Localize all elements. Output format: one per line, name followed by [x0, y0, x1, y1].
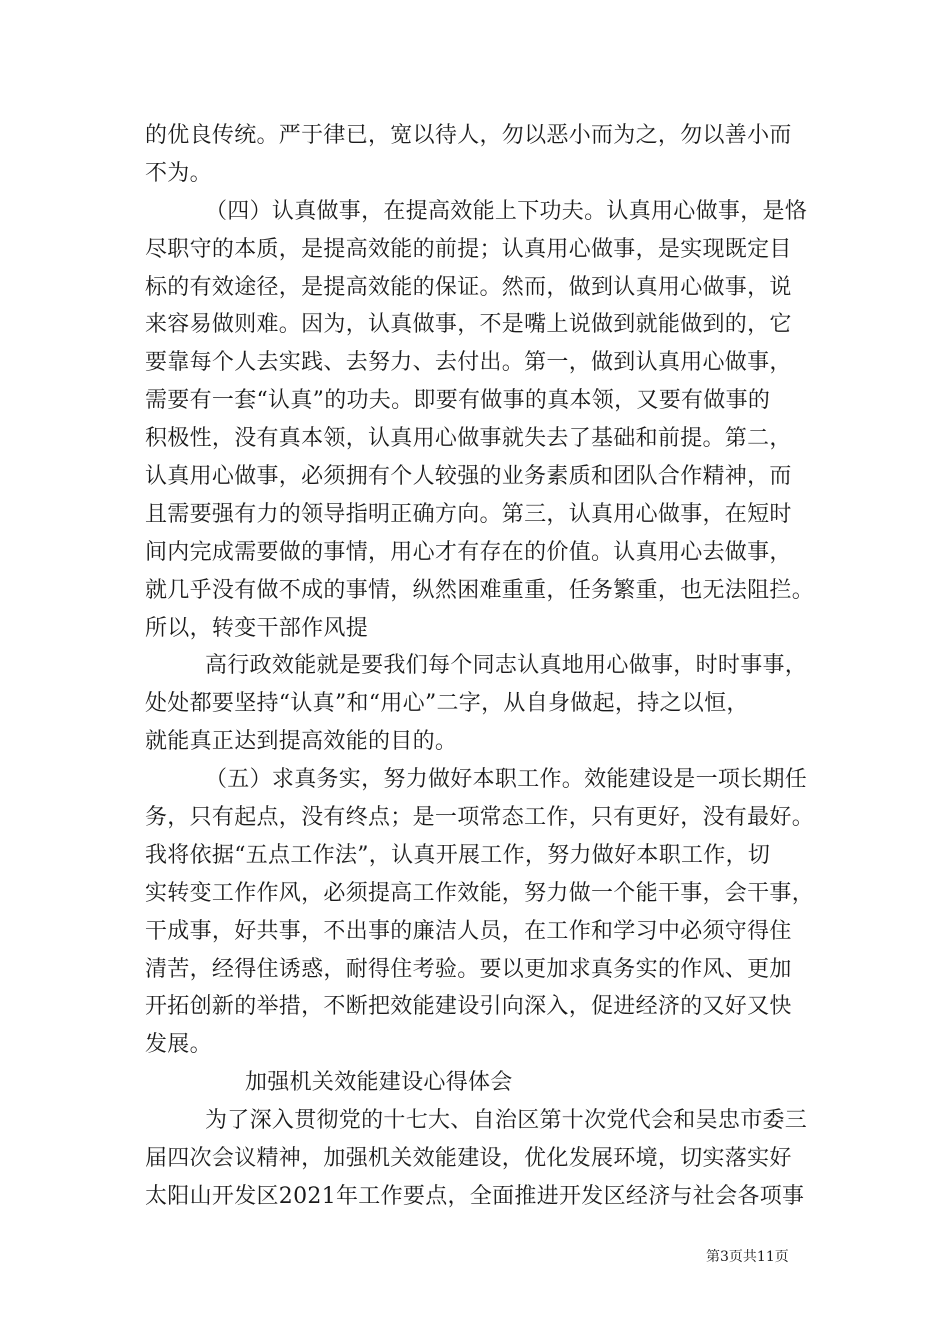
text-line: 清苦，经得住诱惑，耐得住考验。要以更加求真务实的作风、更加 [145, 956, 792, 982]
text-line: 为了深入贯彻党的十七大、自治区第十次党代会和吴忠市委三 [205, 1108, 808, 1134]
text-line: 实转变工作作风，必须提高工作效能，努力做一个能干事，会干事， [145, 880, 815, 906]
text-line: 不为。 [145, 160, 212, 186]
text-line: 我将依据“五点工作法”，认真开展工作，努力做好本职工作，切 [145, 842, 771, 868]
text-line: 要靠每个人去实践、去努力、去付出。第一，做到认真用心做事， [145, 350, 792, 376]
text-line: 认真用心做事，必须拥有个人较强的业务素质和团队合作精神，而 [145, 464, 792, 490]
text-line: 积极性，没有真本领，认真用心做事就失去了基础和前提。第二， [145, 426, 792, 452]
paragraph-heading-5: （五）求真务实，努力做好本职工作。效能建设是一项长期任 [205, 767, 808, 793]
text-line: 尽职守的本质，是提高效能的前提；认真用心做事，是实现既定目 [145, 236, 792, 262]
text-line: 开拓创新的举措，不断把效能建设引向深入，促进经济的又好又快 [145, 994, 792, 1020]
text-line: 高行政效能就是要我们每个同志认真地用心做事，时时事事， [205, 653, 808, 679]
document-body [145, 117, 835, 1216]
text-line: 且需要强有力的领导指明正确方向。第三，认真用心做事，在短时 [145, 501, 792, 527]
text-line: 间内完成需要做的事情，用心才有存在的价值。认真用心去做事， [145, 539, 792, 565]
text-line: 需要有一套“认真”的功夫。即要有做事的真本领，又要有做事的 [145, 388, 771, 414]
text-line: 就能真正达到提高效能的目的。 [145, 729, 458, 755]
page-number-footer: 第3页共11页 [706, 1249, 789, 1265]
text-line: 来容易做则难。因为，认真做事，不是嘴上说做到就能做到的，它 [145, 312, 792, 338]
text-line: 太阳山开发区2021年工作要点，全面推进开发区经济与社会各项事 [145, 1183, 805, 1209]
text-line: 的优良传统。严于律已，宽以待人，勿以恶小而为之，勿以善小而 [145, 123, 792, 148]
text-line: 发展。 [145, 1032, 212, 1058]
text-line: 标的有效途径，是提高效能的保证。然而，做到认真用心做事，说 [145, 274, 792, 300]
text-line: 就几乎没有做不成的事情，纵然困难重重，任务繁重，也无法阻拦。 [145, 577, 815, 603]
paragraph-heading-4: （四）认真做事，在提高效能上下功夫。认真用心做事，是恪 [205, 198, 808, 224]
text-line: 所以，转变干部作风提 [145, 615, 369, 641]
text-line: 务，只有起点，没有终点；是一项常态工作，只有更好，没有最好。 [145, 805, 815, 831]
text-line: 干成事，好共事，不出事的廉洁人员，在工作和学习中必须守得住 [145, 918, 792, 944]
section-title: 加强机关效能建设心得体会 [245, 1070, 513, 1096]
text-line: 处处都要坚持“认真”和“用心”二字，从自身做起，持之以恒， [145, 691, 749, 717]
text-line: 届四次会议精神，加强机关效能建设，优化发展环境，切实落实好 [145, 1146, 792, 1172]
